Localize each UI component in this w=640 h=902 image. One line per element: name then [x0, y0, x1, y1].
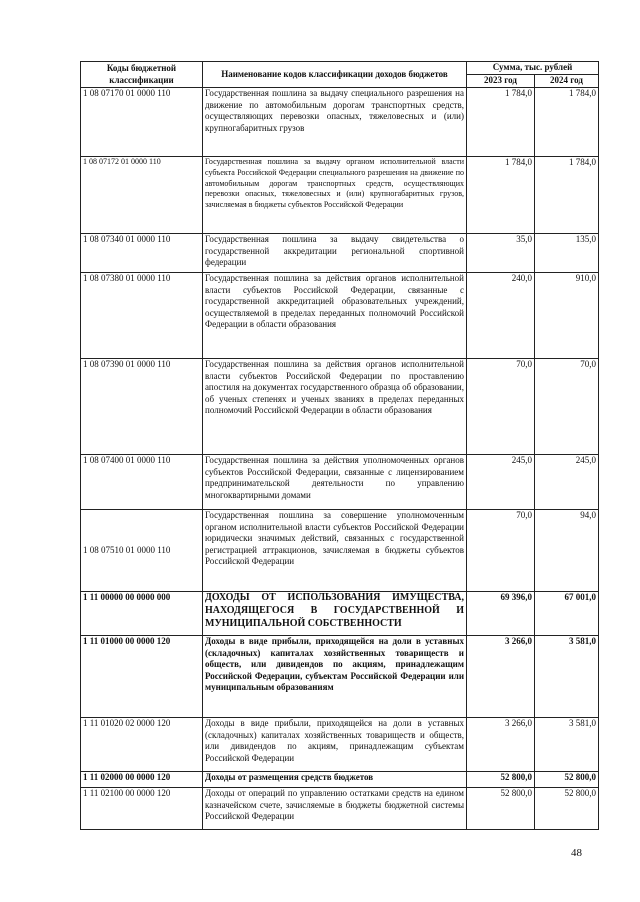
- table-row: [81, 359, 599, 455]
- row-value-2024: 3 581,0: [535, 718, 599, 772]
- row-value-2024: 70,0: [535, 359, 599, 455]
- row-name: Государственная пошлина за выдачу свидетельства о государственной аккредитации региональной спортивной федерации: [203, 234, 467, 273]
- header-year-2024: 2024 год: [535, 75, 599, 88]
- header-year-2023: 2023 год: [467, 75, 535, 88]
- budget-revenue-table: [80, 61, 599, 830]
- row-value-2023: 52 800,0: [467, 772, 535, 788]
- row-name: Доходы от операций по управлению остатками средств на едином казначейском счете, зачисляемые в бюджеты бюджетной системы Российской Федерации: [203, 788, 467, 830]
- row-name: Государственная пошлина за действия уполномоченных органов субъектов Российской Федерации, связанные с лицензированием предпринимательской деятельности по управлению многоквартирными домами: [203, 455, 467, 510]
- table-row: [81, 157, 599, 234]
- row-name: Доходы в виде прибыли, приходящейся на доли в уставных (складочных) капиталах хозяйственных товариществ и обществ, или дивидендов по акциям, принадлежащим Российской Федерации, субъектам Российской Федерации или муниципальным образованиям: [203, 636, 467, 718]
- row-code: 1 11 01000 00 0000 120: [81, 636, 203, 718]
- row-value-2023: 245,0: [467, 455, 535, 510]
- row-value-2023: 1 784,0: [467, 88, 535, 157]
- row-value-2024: 135,0: [535, 234, 599, 273]
- row-value-2024: 1 784,0: [535, 157, 599, 234]
- row-value-2023: 52 800,0: [467, 788, 535, 830]
- row-code: 1 08 07390 01 0000 110: [81, 359, 203, 455]
- table-row: [81, 636, 599, 718]
- row-name: Доходы в виде прибыли, приходящейся на доли в уставных (складочных) капиталах хозяйственных товариществ и обществ, или дивидендов по акциям, принадлежащим субъектам Российской Федерации: [203, 718, 467, 772]
- row-code: 1 11 02100 00 0000 120: [81, 788, 203, 830]
- row-code: 1 08 07170 01 0000 110: [81, 88, 203, 157]
- row-value-2024: 94,0: [535, 510, 599, 592]
- table-row: [81, 772, 599, 788]
- row-name: Государственная пошлина за выдачу специального разрешения на движение по автомобильным дорогам транспортных средств, осуществляющих перевозки опасных, тяжеловесных и (или) крупногабаритных грузов: [203, 88, 467, 157]
- row-value-2023: 35,0: [467, 234, 535, 273]
- row-name: Государственная пошлина за действия органов исполнительной власти субъектов Российской Федерации по проставлению апостиля на документах государственного образца об образовании, об ученых степенях и ученых званиях в пределах переданных полномочий Российской Федерации в области образования: [203, 359, 467, 455]
- row-code: 1 11 00000 00 0000 000: [81, 592, 203, 636]
- table-row: [81, 788, 599, 830]
- row-code: 1 08 07340 01 0000 110: [81, 234, 203, 273]
- header-name: Наименование кодов классификации доходов бюджетов: [203, 62, 467, 88]
- row-value-2024: 52 800,0: [535, 772, 599, 788]
- table-row: [81, 592, 599, 636]
- table-row: [81, 455, 599, 510]
- row-value-2024: 3 581,0: [535, 636, 599, 718]
- row-value-2023: 69 396,0: [467, 592, 535, 636]
- row-value-2023: 70,0: [467, 359, 535, 455]
- row-name: Доходы от размещения средств бюджетов: [203, 772, 467, 788]
- header-code: Коды бюджетной классификации: [81, 62, 203, 88]
- row-code: 1 11 02000 00 0000 120: [81, 772, 203, 788]
- row-value-2024: 67 001,0: [535, 592, 599, 636]
- page-number: 48: [571, 847, 582, 859]
- table-row: [81, 718, 599, 772]
- header-sum: Сумма, тыс. рублей: [467, 62, 599, 75]
- row-name: ДОХОДЫ ОТ ИСПОЛЬЗОВАНИЯ ИМУЩЕСТВА, НАХОДЯЩЕГОСЯ В ГОСУДАРСТВЕННОЙ И МУНИЦИПАЛЬНОЙ СОБСТВЕННОСТИ: [203, 592, 467, 636]
- row-value-2023: 70,0: [467, 510, 535, 592]
- row-value-2024: 52 800,0: [535, 788, 599, 830]
- row-value-2024: 245,0: [535, 455, 599, 510]
- row-code: 1 08 07380 01 0000 110: [81, 273, 203, 359]
- row-name: Государственная пошлина за выдачу органом исполнительной власти субъекта Российской Федерации специального разрешения на движение по автомобильным дорогам транспортных средств, осуществляющих перевозки опасных, тяжеловесных и (или) крупногабаритных грузов, зачисляемая в бюджеты субъектов Российской Федерации: [203, 157, 467, 234]
- table-row: [81, 88, 599, 157]
- table-row: [81, 234, 599, 273]
- row-name: Государственная пошлина за действия органов исполнительной власти субъектов Российской Федерации, связанные с государственной аккредитацией образовательных учреждений, осуществляемой в пределах переданных полномочий Российской Федерации в области образования: [203, 273, 467, 359]
- row-value-2024: 1 784,0: [535, 88, 599, 157]
- row-code: 1 08 07510 01 0000 110: [81, 510, 203, 592]
- row-value-2023: 3 266,0: [467, 636, 535, 718]
- row-code: 1 08 07400 01 0000 110: [81, 455, 203, 510]
- row-code: 1 11 01020 02 0000 120: [81, 718, 203, 772]
- table-row: [81, 510, 599, 592]
- row-value-2023: 240,0: [467, 273, 535, 359]
- row-code: 1 08 07172 01 0000 110: [81, 157, 203, 234]
- row-name: Государственная пошлина за совершение уполномоченным органом исполнительной власти субъектов Российской Федерации юридически значимых действий, связанных с государственной регистрацией аттракционов, зачисляемая в бюджеты субъектов Российской Федерации: [203, 510, 467, 592]
- table-row: [81, 273, 599, 359]
- row-value-2024: 910,0: [535, 273, 599, 359]
- row-value-2023: 3 266,0: [467, 718, 535, 772]
- row-value-2023: 1 784,0: [467, 157, 535, 234]
